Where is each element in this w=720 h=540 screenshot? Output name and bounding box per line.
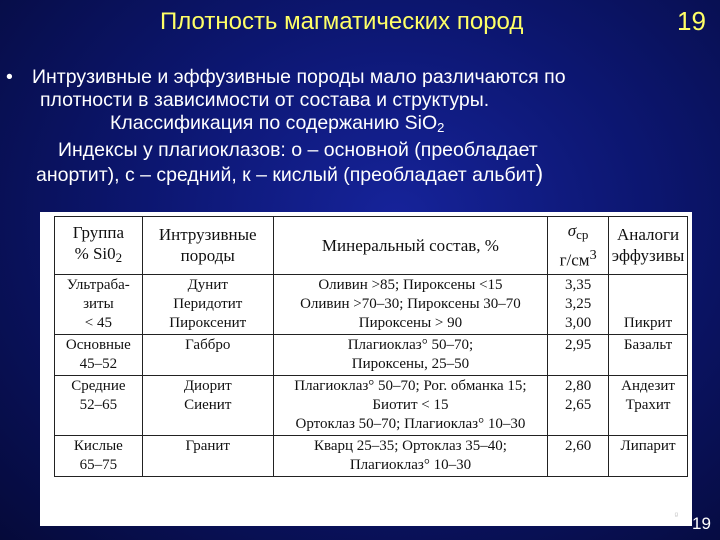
- cell-line: Кислые: [73, 437, 123, 454]
- cell-line: Оливин >85; Пироксены <15: [318, 276, 503, 293]
- cell-intrusive: [142, 334, 273, 375]
- classification-line: Классификация по содержанию SiO$_2$: [110, 112, 445, 135]
- cell-line: [611, 276, 685, 295]
- cell-line: 3,35: [564, 276, 592, 293]
- cell-intrusive: [142, 274, 273, 334]
- cell-line: Основные: [65, 336, 131, 353]
- cell-line: Кварц 25–35; Ортоклаз 35–40;: [313, 437, 507, 454]
- cell-line: Диорит: [183, 377, 232, 394]
- cell-line: Липарит: [620, 437, 676, 454]
- indices-line: Индексы у плагиоклазов: о – основной (преобладает: [58, 139, 538, 161]
- cell-line: зиты: [83, 295, 114, 312]
- cell-analog: [609, 435, 688, 476]
- rock-density-table: [54, 216, 688, 477]
- bullet-line-1: • Интрузивные и эффузивные породы мало различаются по: [6, 66, 566, 88]
- cell-group: [55, 435, 143, 476]
- table-row: [55, 274, 688, 334]
- cell-line: [611, 295, 685, 314]
- cell-analog: [609, 375, 688, 435]
- cell-intrusive: [142, 435, 273, 476]
- cell-line: Гранит: [185, 437, 230, 454]
- page-marker: ᵍ: [674, 510, 678, 520]
- table-row: [55, 334, 688, 375]
- cell-line: Андезит: [621, 377, 675, 394]
- cell-line: Плагиоклаз° 10–30: [349, 456, 472, 473]
- cell-line: Пироксенит: [169, 314, 247, 331]
- header-analog: Аналоги эффузивы: [609, 217, 688, 275]
- cell-density: [548, 274, 609, 334]
- cell-mineral: [273, 334, 547, 375]
- header-intrusive: Интрузивные породы: [142, 217, 273, 275]
- header-group: Группа % $Si0_2$: [55, 217, 143, 275]
- table-row: [55, 375, 688, 435]
- header-density: $\sigma_{ср}$ $г/см^3$: [548, 217, 609, 275]
- cell-analog: [609, 334, 688, 375]
- cell-line: 2,65: [564, 396, 592, 413]
- cell-line: 52–65: [79, 396, 118, 413]
- cell-mineral: [273, 274, 547, 334]
- cell-mineral: [273, 375, 547, 435]
- header-mineral: Минеральный состав, %: [273, 217, 547, 275]
- indices-line-2: анортит), с – средний, к – кислый (преобладает альбит): [36, 160, 544, 186]
- cell-line: Оливин >70–30; Пироксены 30–70: [300, 295, 521, 312]
- cell-line: Плагиоклаз° 50–70;: [347, 336, 474, 353]
- cell-line: 3,25: [564, 295, 592, 312]
- cell-line: Перидотит: [173, 295, 243, 312]
- cell-line: 3,00: [564, 314, 592, 331]
- table-image: [40, 212, 692, 526]
- cell-line: 2,80: [564, 377, 592, 394]
- cell-group: [55, 375, 143, 435]
- cell-line: Дунит: [187, 276, 228, 293]
- cell-line: Пироксены, 25–50: [351, 355, 470, 372]
- cell-density: [548, 334, 609, 375]
- cell-line: 2,95: [564, 336, 592, 353]
- cell-line: Средние: [71, 377, 126, 394]
- bullet-text: [6, 66, 712, 187]
- bullet-marker: •: [6, 66, 13, 88]
- cell-line: Ортоклаз 50–70; Плагиоклаз° 10–30: [295, 415, 526, 432]
- cell-line: Сиенит: [184, 396, 232, 413]
- cell-line: 45–52: [79, 355, 118, 372]
- cell-line: Габбро: [185, 336, 231, 353]
- cell-mineral: [273, 435, 547, 476]
- cell-group: [55, 274, 143, 334]
- cell-line: 65–75: [79, 456, 118, 473]
- table-row: [55, 435, 688, 476]
- cell-intrusive: [142, 375, 273, 435]
- cell-line: Пироксены > 90: [358, 314, 463, 331]
- bullet-line-2: плотности в зависимости от состава и структуры.: [40, 89, 490, 111]
- cell-analog: [609, 274, 688, 334]
- slide-title: Плотность магматических пород: [160, 8, 524, 35]
- cell-line: Ультраба-: [66, 276, 130, 293]
- cell-density: [548, 435, 609, 476]
- cell-line: Биотит < 15: [372, 396, 449, 413]
- cell-group: [55, 334, 143, 375]
- slide-number-top: 19: [677, 6, 706, 36]
- cell-line: Пикрит: [623, 314, 673, 331]
- cell-line: Трахит: [625, 396, 671, 413]
- cell-line: Базальт: [623, 336, 673, 353]
- cell-line: 2,60: [564, 437, 592, 454]
- cell-density: [548, 375, 609, 435]
- slide-number-bottom: 19: [692, 514, 711, 533]
- cell-line: < 45: [84, 314, 112, 331]
- cell-line: Плагиоклаз° 50–70; Рог. обманка 15;: [294, 377, 527, 394]
- table-header-row: [55, 217, 688, 275]
